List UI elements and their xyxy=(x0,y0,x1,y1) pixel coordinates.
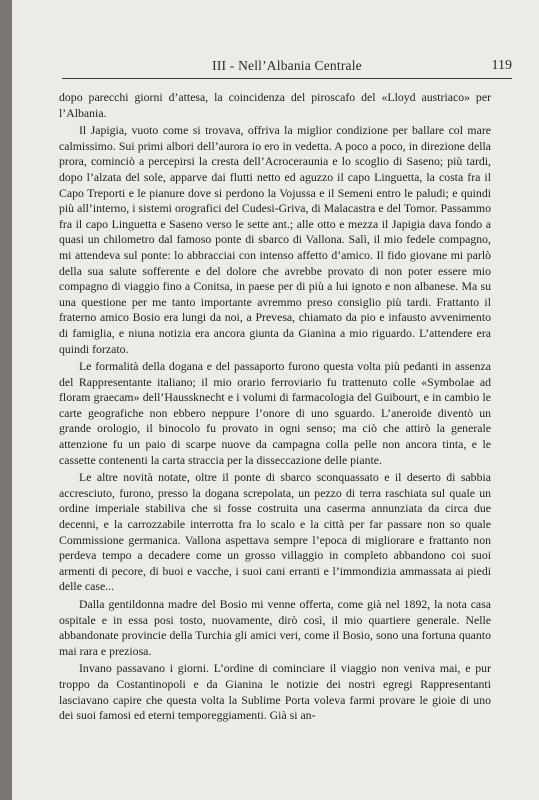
paragraph: Dalla gentildonna madre del Bosio mi venne offerta, come già nel 1892, la nota casa ospitale e in essa posi tosto, nuovamente, dirò così, il mio quartiere generale. Nelle abbandonate provincie della Turchia gli amici veri, come il Bosio, sono una fortuna quanto mai rara e preziosa. xyxy=(59,597,491,658)
paragraph: dopo parecchi giorni d’attesa, la coincidenza del piroscafo del «Lloyd austriaco» per l’Albania. xyxy=(59,90,491,120)
body-text xyxy=(59,90,491,724)
paragraph: Le altre novità notate, oltre il ponte di sbarco sconquassato e il deserto di sabbia accresciuto, furono, presso la dogana screpolata, un pezzo di terra raschiata sul quale un ordine imperiale stabiliva che si fosse costruita una casermа annunziata da circa due decenni, e la carrozzabile interrotta fra lo scalo e la città per far passare non so quale Commissione germanica. Vallona aspettava sempre l’epoca di migliorare e frattanto non perdeva tempo a decadere come un grosso villaggio in completo abbandono coi suoi armenti di pecore, di buoi e vacche, i suoi cani erranti e l’immondizia ammassata ai piedi delle case... xyxy=(59,470,491,594)
paragraph: Il Japigia, vuoto come si trovava, offriva la miglior condizione per ballare col mare calmissimo. Sui primi albori dell’aurora io ero in vedetta. A poco a poco, in direzione della prora, cominciò a percepirsi la cresta dell’Acroceraunia e lo scoglio di Saseno; più tardi, dopo l’alzata del sole, apparve dai flutti netto ed aguzzo il capo Linguetta, la costa fra il Capo Treporti e le pianure dove si perdono la Vojussa e il Semeni entro le paludi; e quindi più all’interno, i sistemi orografici del Cudesi-Griva, di Malacastra e del Tomor. Passammo fra il capo Linguetta e Saseno verso le sette ant.; alle otto e mezza il Japigia dava fondo a quasi un chilometro dal famoso ponte di sbarco di Vallona. Salì, il mio fedele compagno, mi attendeva sul ponte: lo abbracciai con intenso affetto d’amico. Il fido giovane mi parlò della sua salute sofferente e del dolore che avrebbe provato di non poter essere mio compagno di viaggio fino a Conitsa, in paese per di più a lui ignoto e non albanese. Ma su una questione per me tanto importante avremmo preso consiglio più tardi. Frattanto il fraterno amico Bosio era lungi da noi, a Prevesa, chiamato da pio e infausto avvenimento di famiglia, e niuna notizia era ancora giunta da Gianina a mio riguardo. L’attendere era quindi forzato. xyxy=(59,123,491,356)
book-page xyxy=(12,0,539,800)
chapter-title: III - Nell’Albania Centrale xyxy=(212,58,362,73)
running-header xyxy=(62,56,512,79)
paragraph: Le formalità della dogana e del passaporto furono questa volta più pedanti in assenza del Rappresentante italiano; il mio orario ferroviario fu trattenuto colle «Symbolae ad floram graecam» dell’Haussknecht e i volumi di farmacologia del Guibourt, e in cambio le carte geografiche non ebbero neppure l’onore di uno sguardo. L’aneroide diventò un grande orologio, il binocolo fu provato in ogni senso; ma ciò che attirò la generale attenzione fu un paio di scarpe nuove da campagna colla pelle non ancora tinta, e le cassette contenenti la carta straccia per la disseccazione delle piante. xyxy=(59,359,491,467)
page-number: 119 xyxy=(491,58,512,73)
paragraph: Invano passavano i giorni. L’ordine di cominciare il viaggio non veniva mai, e pur troppo da Costantinopoli e da Gianina le notizie dei nostri egregi Rappresentanti lasciavano capire che questa volta la Sublime Porta voleva farmi provare le gioie di uno dei suoi famosi ed eterni temporeggiamenti. Già si an- xyxy=(59,661,491,723)
